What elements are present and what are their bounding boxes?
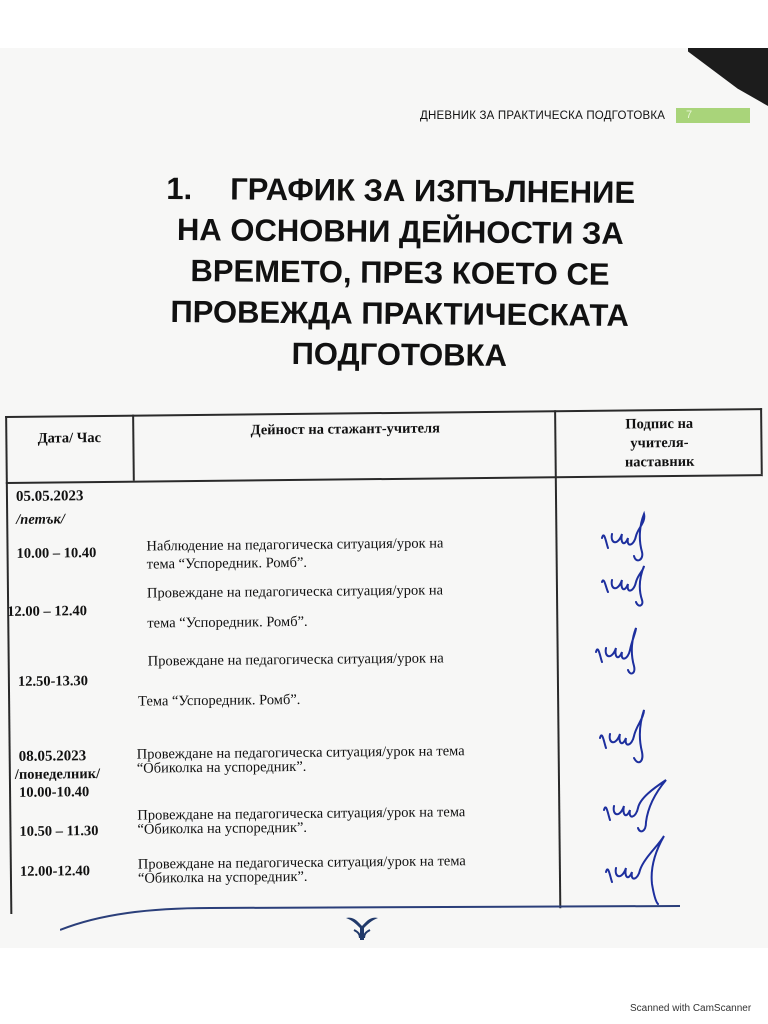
row-4-activity-line2: “Обиколка на успоредник”. bbox=[136, 758, 307, 777]
day1-date: 05.05.2023 bbox=[15, 488, 84, 505]
row-5-time: 10.50 – 11.30 bbox=[19, 823, 99, 840]
header-signature: Подпис на учителя- наставник bbox=[624, 415, 695, 471]
row-1-activity-line2: тема “Успоредник. Ромб”. bbox=[146, 554, 308, 573]
signature-2 bbox=[596, 562, 662, 612]
title-line-2: НА ОСНОВНИ ДЕЙНОСТИ ЗА bbox=[176, 212, 624, 251]
page-title bbox=[119, 168, 681, 378]
row-2-time: 12.00 – 12.40 bbox=[7, 603, 88, 620]
signature-1 bbox=[596, 508, 662, 570]
title-line-1: 1. ГРАФИК ЗА ИЗПЪЛНЕНИЕ bbox=[166, 170, 636, 211]
day1-weekday: /петък/ bbox=[16, 511, 65, 528]
signature-3 bbox=[588, 622, 654, 682]
row-4-activity-line1: Провеждане на педагогическа ситуация/урок на тема bbox=[136, 743, 465, 763]
row-1-activity-line1: Наблюдение на педагогическа ситуация/урок на bbox=[146, 535, 444, 555]
row-6-time: 12.00-12.40 bbox=[19, 863, 91, 880]
title-line-3: ВРЕМЕТО, ПРЕЗ КОЕТО СЕ bbox=[190, 253, 610, 292]
row-1-time: 10.00 – 10.40 bbox=[16, 545, 97, 562]
row-5-activity-line1: Провеждане на педагогическа ситуация/урок на тема bbox=[137, 804, 466, 824]
row-3-activity-line1: Провеждане на педагогическа ситуация/урок на bbox=[147, 650, 444, 670]
signature-4 bbox=[592, 704, 662, 774]
running-header: ДНЕВНИК ЗА ПРАКТИЧЕСКА ПОДГОТОВКА bbox=[420, 110, 666, 122]
title-line-4: ПРОВЕЖДА ПРАКТИЧЕСКАТА bbox=[170, 293, 629, 333]
day2-weekday: /понеделник/ bbox=[14, 766, 101, 783]
table-header-divider bbox=[6, 474, 763, 483]
header-date-time: Дата/ Час bbox=[37, 429, 102, 447]
table-column-divider-1 bbox=[132, 415, 134, 481]
row-6-activity-line2: “Обиколка на успоредник”. bbox=[137, 868, 308, 887]
scanner-watermark: Scanned with CamScanner bbox=[630, 1003, 752, 1014]
ornament-icon bbox=[342, 912, 382, 942]
row-5-activity-line2: “Обиколка на успоредник”. bbox=[137, 819, 308, 838]
row-4-time: 10.00-10.40 bbox=[18, 784, 90, 801]
row-6-activity-line1: Провеждане на педагогическа ситуация/урок на тема bbox=[137, 853, 466, 873]
row-3-time: 12.50-13.30 bbox=[17, 673, 89, 690]
row-2-activity-line1: Провеждане на педагогическа ситуация/урок на bbox=[146, 582, 444, 602]
table-column-divider-2 bbox=[554, 410, 561, 908]
table-border-right bbox=[760, 408, 762, 474]
row-3-activity-line2: Тема “Успоредник. Ромб”. bbox=[138, 691, 301, 710]
title-line-5: ПОДГОТОВКА bbox=[291, 336, 508, 373]
row-2-activity-line2: тема “Успоредник. Ромб”. bbox=[147, 613, 308, 632]
day2-date: 08.05.2023 bbox=[18, 748, 87, 765]
signature-5 bbox=[596, 776, 676, 840]
title-number: 1. bbox=[166, 170, 193, 207]
header-activity: Дейност на стажант-учителя bbox=[250, 420, 441, 439]
page-number-tab: 7 bbox=[676, 108, 750, 123]
